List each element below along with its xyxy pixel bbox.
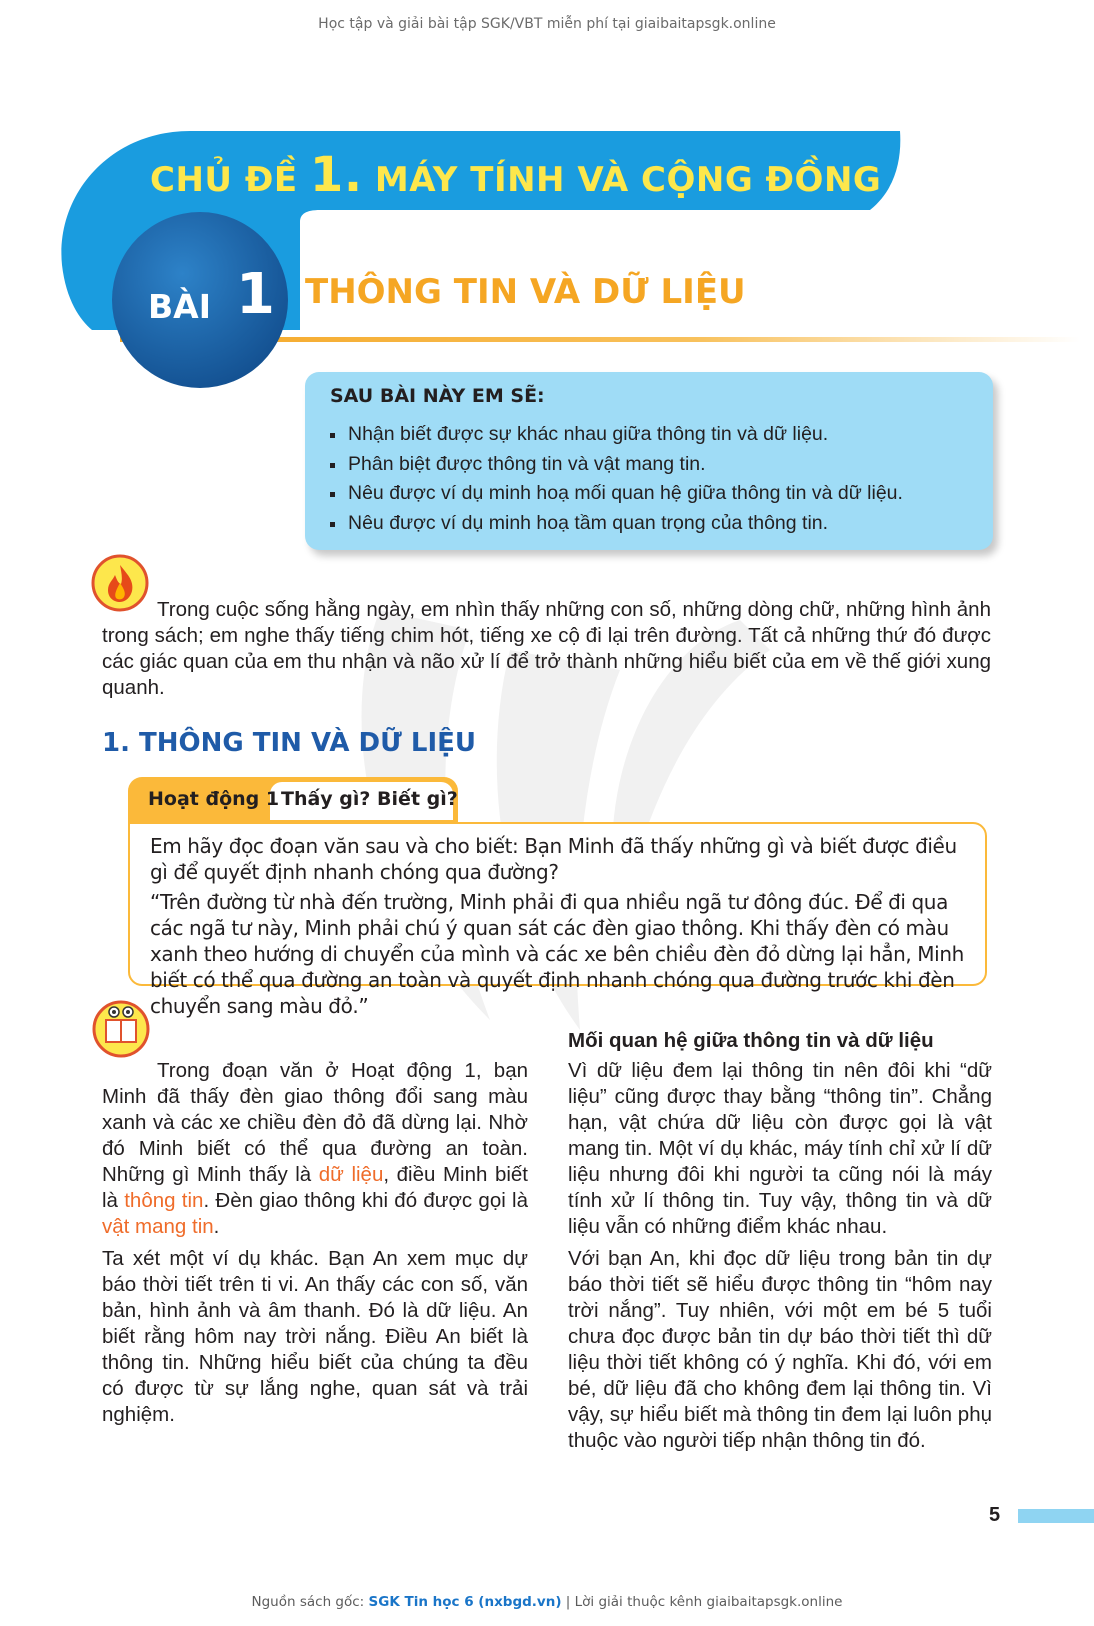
- source-watermark-bottom: [0, 1594, 1094, 1610]
- source-watermark-top: Học tập và giải bài tập SGK/VBT miễn phí tại giaibaitapsgk.online: [318, 16, 776, 32]
- right-column-heading: Mối quan hệ giữa thông tin và dữ liệu: [568, 1029, 934, 1052]
- lesson-number: 1: [236, 262, 275, 327]
- right-column: [568, 1028, 992, 1460]
- topic-prefix: CHỦ ĐỀ: [150, 160, 298, 200]
- left-column: [102, 1058, 528, 1434]
- intro-paragraph: Trong cuộc sống hằng ngày, em nhìn thấy những con số, những dòng chữ, những hình ảnh trong sách; em nghe thấy tiếng chim hót, tiếng xe cộ đi lại trên đường. Tất cả những thứ đó được các giác quan của em thu nhận và não xử lí để trở thành những hiểu biết của em về thế giới xung quanh.: [102, 598, 991, 699]
- objective-item: Nêu được ví dụ minh hoạ tầm quan trọng của thông tin.: [330, 509, 903, 539]
- lesson-label: BÀI: [148, 287, 211, 326]
- page-number-bar: [1018, 1509, 1094, 1523]
- activity-content: [150, 833, 970, 1023]
- activity-name: Thấy gì? Biết gì?: [281, 788, 458, 810]
- activity-question: Em hãy đọc đoạn văn sau và cho biết: Bạn Minh đã thấy những gì và biết được điều gì để quyết định nhanh chóng qua đường?: [150, 834, 957, 884]
- right-paragraph-2: Với bạn An, khi đọc dữ liệu trong bản tin dự báo thời tiết sẽ hiểu được thông tin “hôm nay trời nắng”. Tuy nhiên, với một em bé 5 tuổi chưa đọc được bản tin dự báo thời tiết thì dữ liệu thời tiết không có ý nghĩa. Khi đó, với em bé, dữ liệu đã cho không đem lại thông tin. Vì vậy, sự hiểu biết mà thông tin đem lại luôn phụ thuộc vào người tiếp nhận thông tin đó.: [568, 1247, 992, 1452]
- right-paragraph-1: Vì dữ liệu đem lại thông tin nên đôi khi “dữ liệu” cũng được thay bằng “thông tin”. Chẳng hạn, vật chứa dữ liệu còn được gọi là vật mang tin. Một ví dụ khác, máy tính chỉ xử lí dữ liệu nhưng đôi khi người ta cũng nói là máy tính xử lí thông tin. Tuy vậy, thông tin và dữ liệu vẫn có những điểm khác nhau.: [568, 1059, 992, 1238]
- objective-item: Nêu được ví dụ minh hoạ mối quan hệ giữa thông tin và dữ liệu.: [330, 479, 903, 509]
- text-run: , điều Minh biết là: [102, 1163, 528, 1212]
- watermark-suffix: | Lời giải thuộc kênh giaibaitapsgk.online: [561, 1594, 843, 1610]
- topic-title: [150, 147, 881, 203]
- page-number: 5: [989, 1504, 1001, 1526]
- lesson-title: THÔNG TIN VÀ DỮ LIỆU: [305, 272, 746, 312]
- text-run: Trong đoạn văn ở Hoạt động 1, bạn Minh đã thấy đèn giao thông đổi sang màu xanh và các xe chiều đèn đỏ đã dừng lại. Nhờ đó Minh biết có thể qua đường an toàn. Những gì Minh thấy là: [102, 1059, 528, 1186]
- activity-passage: “Trên đường từ nhà đến trường, Minh phải đi qua nhiều ngã tư đông đúc. Để đi qua các ngã tư này, Minh phải chú ý quan sát các đèn giao thông. Khi thấy đèn có màu xanh theo hướng di chuyển của mình và các xe bên chiều đèn đỏ dừng lại hẳn, Minh biết có thể qua đường an toàn và quyết định nhanh chóng qua đường trước khi đèn chuyển sang màu đỏ.”: [150, 890, 964, 1018]
- topic-number: 1.: [309, 147, 363, 203]
- term-data: dữ liệu: [318, 1163, 384, 1186]
- activity-label: Hoạt động 1: [148, 788, 280, 810]
- watermark-prefix: Nguồn sách gốc:: [251, 1594, 369, 1610]
- objective-item: Phân biệt được thông tin và vật mang tin.: [330, 450, 903, 480]
- objectives-list: [330, 420, 903, 538]
- text-run: .: [213, 1215, 220, 1238]
- book-mascot-icon: [90, 996, 152, 1058]
- text-run: . Đèn giao thông khi đó được gọi là: [203, 1189, 528, 1212]
- term-info: thông tin: [124, 1189, 204, 1212]
- section-title: 1. THÔNG TIN VÀ DỮ LIỆU: [102, 728, 476, 758]
- left-paragraph-2: Ta xét một ví dụ khác. Bạn An xem mục dự báo thời tiết trên ti vi. An thấy các con số, văn bản, hình ảnh và âm thanh. Đó là dữ liệu. An biết rằng hôm nay trời nắng. Điều An biết là thông tin. Những hiểu biết của chúng ta đều có được từ sự lắng nghe, quan sát và trải nghiệm.: [102, 1247, 528, 1426]
- objectives-heading: SAU BÀI NÀY EM SẼ:: [330, 385, 545, 407]
- term-carrier: vật mang tin: [102, 1215, 214, 1238]
- topic-title-text: MÁY TÍNH VÀ CỘNG ĐỒNG: [374, 160, 882, 200]
- left-paragraph-1: [102, 1058, 528, 1240]
- objective-item: Nhận biết được sự khác nhau giữa thông tin và dữ liệu.: [330, 420, 903, 450]
- watermark-source: SGK Tin học 6 (nxbgd.vn): [368, 1594, 562, 1610]
